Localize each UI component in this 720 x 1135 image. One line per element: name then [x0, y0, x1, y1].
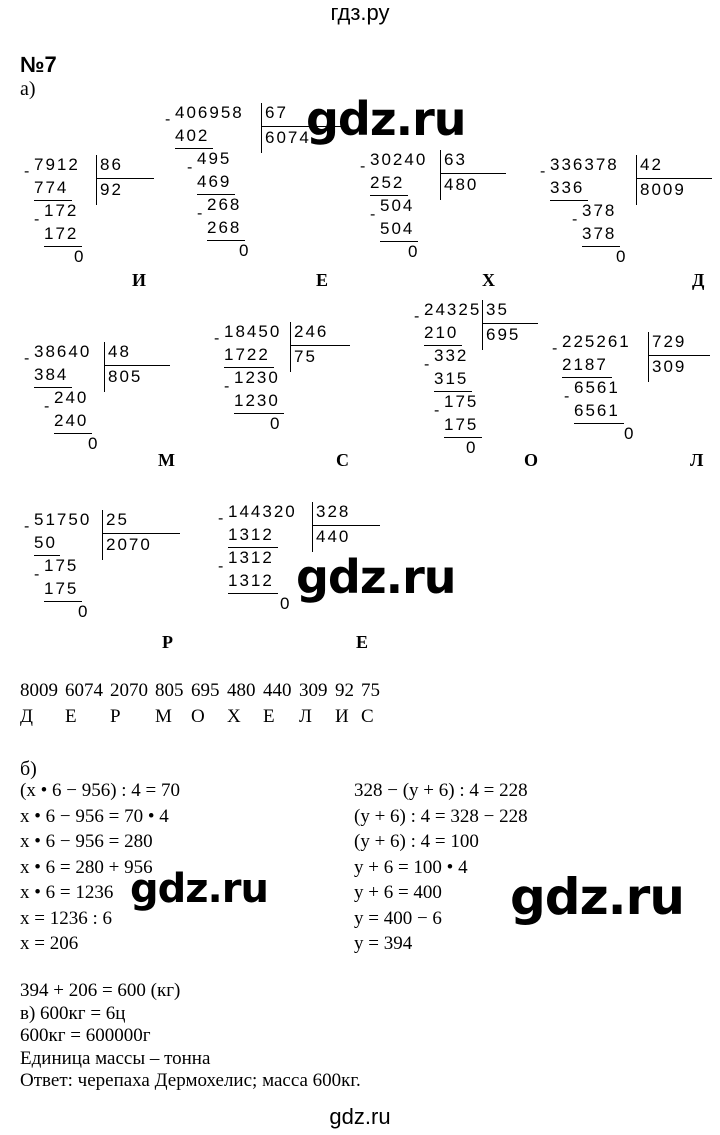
division-bar: [648, 332, 649, 382]
subtrahend: 774: [34, 178, 69, 197]
answer-number: 8009: [20, 680, 58, 701]
division-letter: Л: [690, 450, 704, 470]
minus-sign: -: [24, 163, 30, 180]
minus-sign: -: [434, 402, 440, 419]
answer-number: 2070: [110, 680, 148, 701]
answer-number: 480: [227, 680, 256, 701]
remainder: 0: [88, 434, 100, 453]
answer-number: 6074: [65, 680, 103, 701]
quotient-line: [636, 178, 712, 179]
divisor: 246: [294, 322, 329, 341]
minus-sign: -: [34, 211, 40, 228]
answer-number: 75: [361, 680, 380, 701]
quotient-line: [482, 323, 538, 324]
answer-number: 695: [191, 680, 220, 701]
quotient-line: [261, 126, 347, 127]
subtrahend: 402: [175, 126, 210, 145]
subtrahend: 268: [207, 218, 242, 237]
site-header: гдз.ру: [330, 0, 390, 25]
quotient-line: [440, 173, 506, 174]
equation-right-line: 328 − (y + 6) : 4 = 228: [354, 780, 528, 801]
subtrahend: 315: [434, 369, 469, 388]
answer-letter: Х: [227, 706, 241, 727]
answer-letter: И: [335, 706, 349, 727]
equation-right-line: y + 6 = 100 • 4: [354, 856, 468, 878]
partial-dividend: 1312: [228, 548, 274, 567]
subtrahend: 6561: [574, 401, 620, 420]
minus-sign: -: [24, 518, 30, 535]
minus-sign: -: [414, 308, 420, 325]
dividend: 144320: [228, 502, 297, 521]
equation-left-line: x • 6 − 956 = 70 • 4: [20, 805, 169, 827]
divisor: 63: [444, 150, 467, 169]
quotient: 695: [486, 325, 521, 344]
subtrahend: 175: [444, 415, 479, 434]
divisor: 25: [106, 510, 129, 529]
subtrahend: 240: [54, 411, 89, 430]
minus-sign: -: [187, 159, 193, 176]
equation-left-line: x • 6 = 1236: [20, 882, 114, 903]
divisor: 48: [108, 342, 131, 361]
subtrahend: 469: [197, 172, 232, 191]
remainder: 0: [624, 424, 636, 443]
subtrahend: 504: [380, 219, 415, 238]
quotient-line: [96, 178, 154, 179]
subtraction-line: [54, 433, 92, 434]
subtrahend: 1722: [224, 345, 270, 364]
minus-sign: -: [165, 111, 171, 128]
division-bar: [482, 300, 483, 350]
remainder: 0: [466, 438, 478, 457]
equation-left-line: x • 6 − 956 = 280: [20, 831, 153, 852]
dividend: 225261: [562, 332, 631, 351]
minus-sign: -: [552, 340, 558, 357]
minus-sign: -: [564, 388, 570, 405]
division-letter: Х: [482, 270, 495, 290]
subtrahend: 252: [370, 173, 405, 192]
division-bar: [290, 322, 291, 372]
subtrahend: 2187: [562, 355, 608, 374]
quotient: 309: [652, 357, 687, 376]
division-letter: М: [158, 450, 175, 470]
division-bar: [636, 155, 637, 205]
division-letter: Р: [162, 632, 173, 652]
watermark-right: gdz.ru: [510, 868, 684, 926]
subtraction-line: [44, 601, 82, 602]
remainder: 0: [616, 247, 628, 266]
answer-letter: Е: [65, 706, 77, 727]
quotient: 480: [444, 175, 479, 194]
partial-dividend: 504: [380, 196, 415, 215]
divisor: 42: [640, 155, 663, 174]
partial-dividend: 332: [434, 346, 469, 365]
subtrahend: 1312: [228, 571, 274, 590]
subtrahend: 50: [34, 533, 57, 552]
division-bar: [312, 502, 313, 552]
answer-number: 92: [335, 680, 354, 701]
subtrahend: 378: [582, 224, 617, 243]
division-letter: Е: [316, 270, 329, 290]
answer-letters-row: [20, 706, 391, 728]
quotient: 6074: [265, 128, 311, 147]
partial-dividend: 6561: [574, 378, 620, 397]
equation-right-line: y + 6 = 400: [354, 882, 442, 903]
equation-right-line: y = 394: [354, 933, 413, 954]
partial-dividend: 495: [197, 149, 232, 168]
partial-dividend: 175: [444, 392, 479, 411]
quotient: 8009: [640, 180, 686, 199]
division-bar: [261, 103, 262, 153]
subtraction-line: [574, 423, 624, 424]
final-lines-line: в) 600кг = 6ц: [20, 1002, 126, 1024]
equation-left-line: (x • 6 − 956) : 4 = 70: [20, 780, 181, 801]
quotient-line: [312, 525, 380, 526]
minus-sign: -: [34, 566, 40, 583]
equation-left-line: x = 206: [20, 933, 79, 954]
partial-dividend: 172: [44, 201, 79, 220]
answer-number: 309: [299, 680, 328, 701]
quotient: 2070: [106, 535, 152, 554]
quotient: 92: [100, 180, 123, 199]
subtrahend: 1230: [234, 391, 280, 410]
divisor: 86: [100, 155, 123, 174]
quotient-line: [648, 355, 710, 356]
remainder: 0: [74, 247, 86, 266]
dividend: 30240: [370, 150, 428, 169]
answer-number: 440: [263, 680, 292, 701]
answer-letter: О: [191, 706, 205, 727]
partial-dividend: 1230: [234, 368, 280, 387]
answer-letter: Д: [20, 706, 33, 727]
quotient: 75: [294, 347, 317, 366]
minus-sign: -: [540, 163, 546, 180]
quotient: 440: [316, 527, 351, 546]
subtrahend: 384: [34, 365, 69, 384]
minus-sign: -: [44, 398, 50, 415]
quotient: 805: [108, 367, 143, 386]
answer-letter: Л: [299, 706, 312, 727]
minus-sign: -: [218, 510, 224, 527]
subtraction-line: [582, 246, 620, 247]
division-bar: [104, 342, 105, 392]
minus-sign: -: [224, 378, 230, 395]
divisor: 67: [265, 103, 288, 122]
answer-letter: С: [361, 706, 374, 727]
divisor: 328: [316, 502, 351, 521]
quotient-line: [290, 345, 350, 346]
division-letter: С: [336, 450, 349, 470]
subtrahend: 336: [550, 178, 585, 197]
equation-right-line: (y + 6) : 4 = 328 − 228: [354, 805, 528, 827]
equation-left-line: x = 1236 : 6: [20, 907, 112, 929]
quotient-line: [104, 365, 170, 366]
division-letter: Д: [692, 270, 705, 290]
dividend: 51750: [34, 510, 92, 529]
division-letter: Е: [356, 632, 369, 652]
equation-right-line: y = 400 − 6: [354, 907, 442, 929]
final-lines-line: Единица массы – тонна: [20, 1047, 211, 1069]
subtrahend: 175: [44, 579, 79, 598]
watermark-top: gdz.ru: [306, 92, 466, 146]
equation-left-line: x • 6 = 280 + 956: [20, 856, 153, 878]
answer-letter: Е: [263, 706, 275, 727]
remainder: 0: [280, 594, 292, 613]
division-bar: [96, 155, 97, 205]
answer-number: 805: [155, 680, 184, 701]
answer-letter: Р: [110, 706, 121, 727]
partial-dividend: 240: [54, 388, 89, 407]
remainder: 0: [270, 414, 282, 433]
divisor: 729: [652, 332, 687, 351]
subtrahend: 210: [424, 323, 459, 342]
division-bar: [440, 150, 441, 200]
dividend: 38640: [34, 342, 92, 361]
minus-sign: -: [197, 205, 203, 222]
minus-sign: -: [24, 350, 30, 367]
partial-dividend: 378: [582, 201, 617, 220]
division-letter: И: [132, 270, 147, 290]
equation-right-line: (y + 6) : 4 = 100: [354, 831, 479, 852]
partial-dividend: 268: [207, 195, 242, 214]
answer-numbers-row: [20, 680, 391, 702]
dividend: 24325: [424, 300, 482, 319]
final-lines-line: 394 + 206 = 600 (кг): [20, 980, 181, 1001]
subtrahend: 1312: [228, 525, 274, 544]
answer-letter: М: [155, 706, 172, 727]
part-a-label: а): [20, 78, 36, 100]
final-lines-line: Ответ: черепаха Дермохелис; масса 600кг.: [20, 1070, 361, 1091]
dividend: 336378: [550, 155, 619, 174]
part-b-label: б): [20, 758, 37, 780]
remainder: 0: [239, 241, 251, 260]
minus-sign: -: [424, 356, 430, 373]
partial-dividend: 175: [44, 556, 79, 575]
site-footer: gdz.ru: [329, 1104, 391, 1129]
dividend: 406958: [175, 103, 244, 122]
subtrahend: 172: [44, 224, 79, 243]
minus-sign: -: [218, 558, 224, 575]
dividend: 18450: [224, 322, 282, 341]
quotient-line: [102, 533, 180, 534]
dividend: 7912: [34, 155, 80, 174]
subtraction-line: [228, 593, 278, 594]
final-lines-line: 600кг = 600000г: [20, 1025, 151, 1046]
minus-sign: -: [572, 211, 578, 228]
watermark-left: gdz.ru: [130, 866, 268, 912]
remainder: 0: [78, 602, 90, 621]
watermark-middle: gdz.ru: [296, 550, 456, 604]
minus-sign: -: [360, 158, 366, 175]
minus-sign: -: [214, 330, 220, 347]
task-number: №7: [20, 52, 57, 77]
remainder: 0: [408, 242, 420, 261]
division-letter: О: [524, 450, 539, 470]
division-bar: [102, 510, 103, 560]
minus-sign: -: [370, 206, 376, 223]
divisor: 35: [486, 300, 509, 319]
